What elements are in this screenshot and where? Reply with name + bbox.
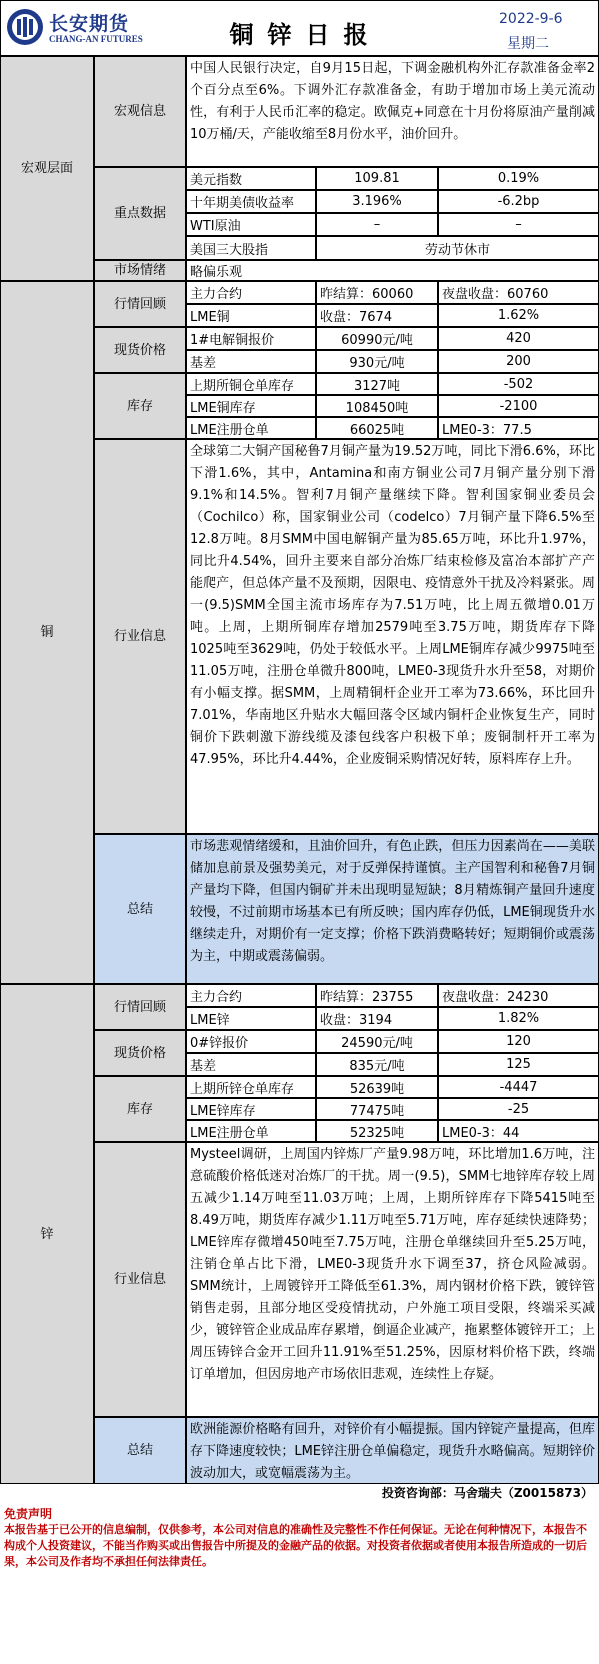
zinc-summary-text: 欧洲能源价格略有回升，对锌价有小幅提振。国内锌锭产量提高，但库存下降速度较快；LME锌注册仓单偏稳定，现货升水略偏高。短期锌价波动加大，或宽幅震荡为主。 <box>186 1417 599 1484</box>
key-value-us-indices: 劳动节休市 <box>316 236 599 260</box>
zinc-spot-quote-name: 0#锌报价 <box>186 1030 316 1053</box>
zinc-basis-change: 125 <box>438 1053 599 1076</box>
zinc-lme-warrant-name: LME注册仓单 <box>186 1120 316 1142</box>
copper-basis-change: 200 <box>438 350 599 373</box>
copper-spot-quote-name: 1#电解铜报价 <box>186 327 316 350</box>
copper-basis-value: 930元/吨 <box>316 350 438 373</box>
copper-shfe-warrant-value: 3127吨 <box>316 373 438 395</box>
key-name-dollar-index: 美元指数 <box>186 167 316 190</box>
disclaimer-title: 免责声明 <box>4 1507 53 1521</box>
logo-english-name: CHANG-AN FUTURES <box>49 34 143 44</box>
zinc-review-prev-settle: 昨结算：23755 <box>316 984 438 1007</box>
copper-spot-label: 现货价格 <box>94 327 186 373</box>
section-label-copper: 铜 <box>0 281 94 984</box>
key-value-dollar-index: 109.81 <box>316 167 438 190</box>
market-sentiment-value: 略偏乐观 <box>186 260 599 281</box>
key-name-wti-oil: WTI原油 <box>186 213 316 236</box>
copper-review-lme: LME铜 <box>186 304 316 327</box>
zinc-stock-label: 库存 <box>94 1076 186 1142</box>
copper-stock-label: 库存 <box>94 373 186 439</box>
copper-review-label: 行情回顾 <box>94 281 186 327</box>
zinc-shfe-warrant-change: -4447 <box>438 1076 599 1098</box>
copper-review-night-close: 夜盘收盘：60760 <box>438 281 599 304</box>
zinc-industry-label: 行业信息 <box>94 1142 186 1417</box>
report-date: 2022-9-6 <box>499 11 563 27</box>
copper-industry-label: 行业信息 <box>94 439 186 834</box>
logo-chinese-name: 长安期货 <box>49 13 130 35</box>
zinc-industry-text: Mysteel调研，上周国内锌炼厂产量9.98万吨，环比增加1.6万吨，注意硫酸价格低迷对冶炼厂的干扰。周一(9.5)，SMM七地锌库存较上周五减少1.14万吨至11.03万吨；上周，上期所锌库存下降5415吨至8.49万吨，期货库存减少1.11万吨至5.71万吨，库存延续快速降势；LME锌库存微增450吨至7.75万吨，注册仓单继续回升至5.25万吨，注销仓单占比下滑，LME0-3现货升水下调至37，挤仓风险减弱。SMM统计，上周镀锌开工降低至61.3%，周内钢材价格下跌，镀锌管销售走弱，且部分地区受疫情扰动，户外施工项目受限，终端采买减少，镀锌管企业成品库存累增，倒逼企业减产，拖累整体镀锌开工；上周压铸锌合金开工回升11.91%至51.25%，因原材料价格下跌，终端订单增加，但因房地产市场依旧悲观，连续性上存疑。 <box>186 1142 599 1417</box>
copper-spot-quote-value: 60990元/吨 <box>316 327 438 350</box>
section-label-macro: 宏观层面 <box>0 56 94 281</box>
zinc-spot-quote-change: 120 <box>438 1030 599 1053</box>
zinc-shfe-warrant-value: 52639吨 <box>316 1076 438 1098</box>
key-value-wti-oil: – <box>316 213 438 236</box>
investment-consulting-contact: 投资咨询部：马舍瑞夫（Z0015873） <box>381 1486 593 1500</box>
copper-review-main-contract: 主力合约 <box>186 281 316 304</box>
copper-shfe-warrant-name: 上期所铜仓单库存 <box>186 373 316 395</box>
zinc-review-label: 行情回顾 <box>94 984 186 1030</box>
zinc-review-main-contract: 主力合约 <box>186 984 316 1007</box>
copper-review-lme-change: 1.62% <box>438 304 599 327</box>
key-value-treasury-yield: 3.196% <box>316 190 438 213</box>
zinc-spot-quote-value: 24590元/吨 <box>316 1030 438 1053</box>
key-change-wti-oil: – <box>438 213 599 236</box>
copper-review-lme-close: 收盘：7674 <box>316 304 438 327</box>
key-name-treasury-yield: 十年期美债收益率 <box>186 190 316 213</box>
zinc-review-lme-close: 收盘：3194 <box>316 1007 438 1030</box>
copper-industry-text: 全球第二大铜产国秘鲁7月铜产量为19.52万吨，同比下滑6.6%，环比下滑1.6%，其中，Antamina和南方铜业公司7月铜产量分别下滑9.1%和14.5%。智利7月铜产量继续下降。智利国家铜业委员会（Cochilco）称，国家铜业公司（codelco）7月铜产量下降6.5%至12.8万吨。8月SMM中国电解铜产量为85.65万吨，环比升1.97%，同比升4.54%，回升主要来自部分冶炼厂结束检修及富冶本部扩产产能爬产，但总体产量不及预期，因限电、疫情意外干扰及冷料紧张。周一(9.5)SMM全国主流市场库存为7.51万吨，比上周五微增0.01万吨。上周，上期所铜库存增加2579吨至3.75万吨，期货库存下降1025吨至3629吨，仍处于较低水平。上周LME铜库存减少9975吨至11.05万吨，注册仓单微升800吨，LME0-3现货升水升至58，对期价有小幅支撑。据SMM，上周精铜杆企业开工率为73.66%，环比回升7.01%，华南地区升贴水大幅回落令区域内铜杆企业恢复生产，同时铜价下跌刺激下游线缆及漆包线客户积极下单；废铜制杆开工率为47.95%，环比升4.44%，企业废铜采购情况好转，原料库存上升。 <box>186 439 599 834</box>
zinc-summary-label: 总结 <box>94 1417 186 1484</box>
copper-basis-name: 基差 <box>186 350 316 373</box>
zinc-shfe-warrant-name: 上期所锌仓单库存 <box>186 1076 316 1098</box>
key-change-dollar-index: 0.19% <box>438 167 599 190</box>
zinc-review-night-close: 夜盘收盘：24230 <box>438 984 599 1007</box>
zinc-lme-stock-value: 77475吨 <box>316 1098 438 1120</box>
disclaimer-block <box>0 1502 599 1664</box>
zinc-lme-warrant-value: 52325吨 <box>316 1120 438 1142</box>
zinc-review-lme: LME锌 <box>186 1007 316 1030</box>
zinc-review-lme-change: 1.82% <box>438 1007 599 1030</box>
report-title: 铜锌日报 <box>229 21 382 49</box>
section-label-zinc: 锌 <box>0 984 94 1484</box>
zinc-basis-value: 835元/吨 <box>316 1053 438 1076</box>
copper-shfe-warrant-change: -502 <box>438 373 599 395</box>
zinc-lme-stock-change: -25 <box>438 1098 599 1120</box>
zinc-spot-label: 现货价格 <box>94 1030 186 1076</box>
copper-summary-label: 总结 <box>94 834 186 984</box>
zinc-lme-stock-name: LME锌库存 <box>186 1098 316 1120</box>
copper-lme-spread: LME0-3：77.5 <box>438 417 599 439</box>
report-weekday: 星期二 <box>507 36 549 52</box>
market-sentiment-label: 市场情绪 <box>94 260 186 281</box>
copper-spot-quote-change: 420 <box>438 327 599 350</box>
copper-review-prev-settle: 昨结算：60060 <box>316 281 438 304</box>
disclaimer-text: 本报告基于已公开的信息编制，仅供参考，本公司对信息的准确性及完整性不作任何保证。无论在何种情况下，本报告不构成个人投资建议，不能当作购买或出售报告中所提及的金融产品的依据。对投资者依据或者使用本报告所造成的一切后果，本公司及作者均不承担任何法律责任。 <box>4 1523 587 1568</box>
copper-lme-stock-name: LME铜库存 <box>186 395 316 417</box>
key-change-treasury-yield: -6.2bp <box>438 190 599 213</box>
copper-lme-stock-value: 108450吨 <box>316 395 438 417</box>
macro-info-text: 中国人民银行决定，自9月15日起，下调金融机构外汇存款准备金率2个百分点至6%。下调外汇存款准备金，有助于增加市场上美元流动性，有利于人民币汇率的稳定。欧佩克+同意在十月份将原油产量削减10万桶/天，产能收缩至8月份水平，油价回升。 <box>186 56 599 167</box>
copper-lme-stock-change: -2100 <box>438 395 599 417</box>
copper-summary-text: 市场悲观情绪缓和，且油价回升，有色止跌，但压力因素尚在——美联储加息前景及强势美元，对于反弹保持谨慎。主产国智利和秘鲁7月铜产量均下降，但国内铜矿并未出现明显短缺；8月精炼铜产量回升速度较慢，不过前期市场基本已有所反映；国内库存仍低，LME铜现货升水继续走升，对期价有一定支撑；价格下跌消费略转好；短期铜价或震荡为主，中期或震荡偏弱。 <box>186 834 599 984</box>
copper-lme-warrant-value: 66025吨 <box>316 417 438 439</box>
zinc-lme-spread: LME0-3：44 <box>438 1120 599 1142</box>
zinc-basis-name: 基差 <box>186 1053 316 1076</box>
key-name-us-indices: 美国三大股指 <box>186 236 316 260</box>
macro-info-label: 宏观信息 <box>94 56 186 167</box>
copper-lme-warrant-name: LME注册仓单 <box>186 417 316 439</box>
report-header <box>0 0 599 56</box>
macro-key-label: 重点数据 <box>94 167 186 260</box>
